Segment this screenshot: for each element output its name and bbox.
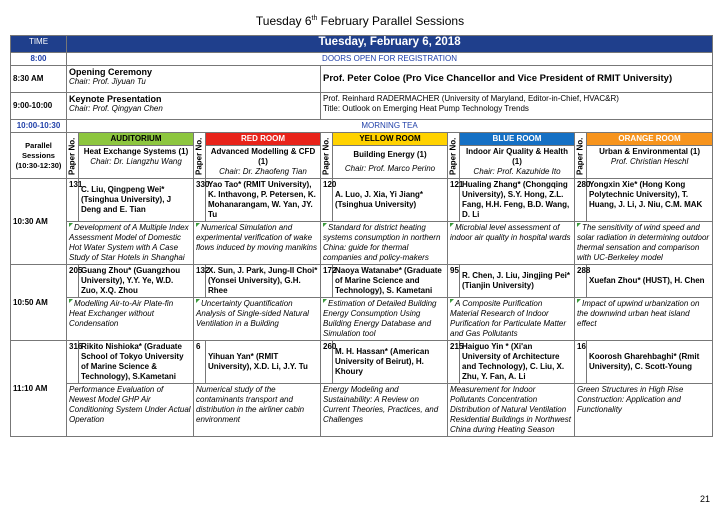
paper-number: 131 [67,179,79,222]
keynote-talk: Title: Outlook on Emerging Heat Pump Technology Trends [323,104,529,113]
paper-title: Energy Modeling and Sustainability: A Review on Current Theories, Practices, and Challenges [321,384,448,437]
paper-number: 215 [448,341,460,384]
paper-title: A Composite Purification Material Research of Indoor Purification for Particulate Matter and Gas Pollutants [448,298,575,341]
room-name-blue: BLUE ROOM [460,133,575,146]
session-yellow: Building Energy (1) Chair: Prof. Marco Perino [333,146,448,179]
session-row [11,146,713,179]
paper-authors: Haiguo Yin * (Xi'an University of Architecture and Technology), C. Liu, X. Zhu, Y. Fan, A. Li [460,341,575,384]
paper-number: 205 [67,265,79,298]
paper-number: 316 [67,341,79,384]
slot-time: 10:30 AM [11,179,67,265]
opening-speaker: Prof. Peter Coloe (Pro Vice Chancellor and Vice President of RMIT University) [321,66,713,93]
schedule-table [10,35,713,437]
comment-marker-icon [69,223,73,227]
parallel-label: Parallel Sessions (10:30-12:30) [11,133,67,179]
slot-time: 11:10 AM [11,341,67,437]
session-orange: Urban & Environmental (1) Prof. Christian Heschl [587,146,713,179]
room-band-row [11,133,713,146]
comment-marker-icon [323,223,327,227]
keynote-row [11,93,713,120]
keynote-time: 9:00-10:00 [11,93,67,120]
paper-authors: R. Chen, J. Liu, Jingjing Pei* (Tianjin University) [460,265,575,298]
paper-authors: Rikito Nishioka* (Graduate School of Tokyo University of Marine Science & Technology), S.Kametani [79,341,194,384]
opening-time: 8:30 AM [11,66,67,93]
paper-title: Microbial level assessment of indoor air quality in hospital wards [448,222,575,265]
session-auditorium: Heat Exchange Systems (1) Chair: Dr. Liangzhu Wang [79,146,194,179]
room-name-yellow: YELLOW ROOM [333,133,448,146]
tea-row [11,120,713,133]
paper-title: Numerical study of the contaminants transport and distribution in the airliner cabin environment [194,384,321,437]
paper-title: Modelling Air-to-Air Plate-fin Heat Exchanger without Condensation [67,298,194,341]
paper-title: Uncertainty Quantification Analysis of Single-sided Natural Ventilation in a Building [194,298,321,341]
page-title: Tuesday 6th February Parallel Sessions [255,14,465,28]
paper-number: 121 [448,179,460,222]
paper-no-head-2: Paper No. [194,133,206,179]
header-row [11,36,713,53]
time-label: TIME [11,36,67,53]
paper-title: Development of A Multiple Index Assessment Model of Domestic Hot Water System with A Case Study of Star Hotels in Shanghai [67,222,194,265]
paper-number: 95 [448,265,460,298]
paper-authors: Hualing Zhang* (Chongqing University), S.Y. Hong, Z.L. Fang, H.H. Feng, B.D. Wang, D. Li [460,179,575,222]
slot-time: 10:50 AM [11,265,67,341]
paper-authors: A. Luo, J. Xia, Yi Jiang* (Tsinghua University) [333,179,448,222]
tea-text: MORNING TEA [67,120,713,133]
paper-no-head-5: Paper No. [575,133,587,179]
paper-title: The sensitivity of wind speed and solar radiation in determining outdoor thermal sensation and comparison with UC-Berkeley model [575,222,713,265]
slot-3-authors [11,341,713,384]
room-name-red: RED ROOM [206,133,321,146]
keynote-title: Keynote Presentation [69,94,162,104]
paper-authors: X. Sun, J. Park, Jung-Il Choi* (Yonsei University), G.H. Rhee [206,265,321,298]
paper-no-head-4: Paper No. [448,133,460,179]
paper-title: Measurement for Indoor Pollutants Concentration Distribution of Natural Ventilation Residential Buildings in Northwest China during Heating Season [448,384,575,437]
paper-authors: Naoya Watanabe* (Graduate of Marine Science and Technology), S. Kametani [333,265,448,298]
paper-authors: C. Liu, Qingpeng Wei* (Tsinghua University), J Deng and E. Tian [79,179,194,222]
paper-number: 172 [321,265,333,298]
paper-authors: Yihuan Yan* (RMIT University), X.D. Li, J.Y. Tu [206,341,321,384]
paper-title: Performance Evaluation of Newest Model GHP Air Conditioning System Under Actual Operation [67,384,194,437]
comment-marker-icon [450,299,454,303]
paper-authors: Yongxin Xie* (Hong Kong Polytechnic University), T. Huang, J. Li, J. Niu, C.M. MAK [587,179,713,222]
paper-no-head-3: Paper No. [321,133,333,179]
session-blue: Indoor Air Quality & Health (1) Chair: Prof. Kazuhide Ito [460,146,575,179]
paper-number: 288 [575,265,587,298]
paper-authors: Xuefan Zhou* (HUST), H. Chen [587,265,713,298]
room-name-orange: ORANGE ROOM [587,133,713,146]
paper-number: 120 [321,179,333,222]
paper-title: Green Structures in High Rise Construction: Application and Functionality [575,384,713,437]
slot-3-titles [11,384,713,437]
room-name-auditorium: AUDITORIUM [79,133,194,146]
paper-number: 330 [194,179,206,222]
slot-2-titles [11,298,713,341]
paper-number: 16 [575,341,587,384]
session-red: Advanced Modelling & CFD (1) Chair: Dr. Zhaofeng Tian [206,146,321,179]
comment-marker-icon [577,223,581,227]
keynote-speaker: Prof. Reinhard RADERMACHER (University of Maryland, Editor-in-Chief, HVAC&R) [323,94,619,103]
opening-chair: Chair: Prof. Jiyuan Tu [69,77,146,86]
page-number: 21 [699,494,710,504]
slot-1-authors [11,179,713,222]
comment-marker-icon [450,223,454,227]
paper-number: 6 [194,341,206,384]
paper-number: 260 [321,341,333,384]
day-label: Tuesday, February 6, 2018 [67,36,713,53]
comment-marker-icon [323,299,327,303]
slot-1-titles [11,222,713,265]
doors-row [11,53,713,66]
comment-marker-icon [69,299,73,303]
paper-authors: Koorosh Gharehbaghi* (Rmit University), C. Scott-Young [587,341,713,384]
paper-title: Numerical Simulation and experimental verification of wake flows induced by moving manikins [194,222,321,265]
comment-marker-icon [196,299,200,303]
doors-time: 8:00 [11,53,67,66]
paper-number: 132 [194,265,206,298]
opening-row [11,66,713,93]
tea-time: 10:00-10:30 [11,120,67,133]
doors-text: DOORS OPEN FOR REGISTRATION [67,53,713,66]
paper-title: Impact of upwind urbanization on the downwind urban heat island effect [575,298,713,341]
comment-marker-icon [196,223,200,227]
opening-title: Opening Ceremony [69,67,153,77]
paper-title: Estimation of Detailed Building Energy Consumption Using Building Energy Database and Simulation tool [321,298,448,341]
paper-authors: Yao Tao* (RMIT University), K. Inthavong, P. Petersen, K. Mohanarangam, W. Yan, JY. Tu [206,179,321,222]
paper-no-head-1: Paper No. [67,133,79,179]
paper-number: 280 [575,179,587,222]
comment-marker-icon [577,299,581,303]
paper-title: Standard for district heating systems consumption in northern China: guide for thermal companies and policy-makers [321,222,448,265]
keynote-chair: Chair: Prof. Qingyan Chen [69,104,163,113]
paper-authors: M. H. Hassan* (American University of Beirut), H. Khoury [333,341,448,384]
paper-authors: Guang Zhou* (Guangzhou University), Y.Y. Ye, W.D. Zuo, X.Q. Zhou [79,265,194,298]
slot-2-authors [11,265,713,298]
